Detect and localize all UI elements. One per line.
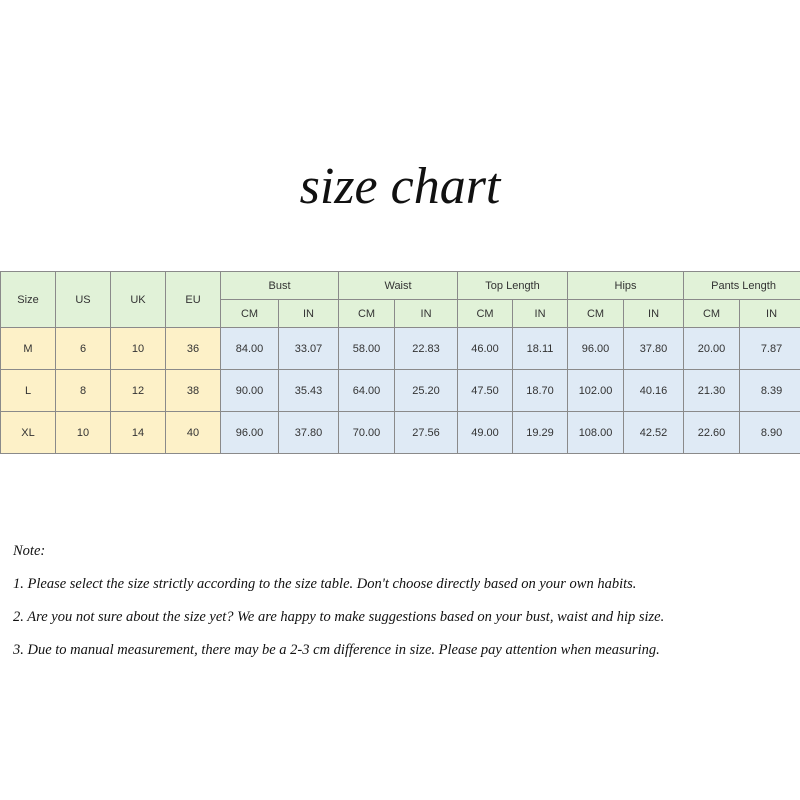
cell-bust-cm: 84.00: [221, 328, 279, 370]
cell-hips-cm: 102.00: [568, 370, 624, 412]
unit-in: IN: [279, 300, 339, 328]
cell-size: M: [1, 328, 56, 370]
page-title: size chart: [299, 158, 501, 215]
notes-section: [13, 540, 793, 672]
cell-waist-in: 22.83: [395, 328, 458, 370]
cell-pants-length-cm: 20.00: [684, 328, 740, 370]
cell-hips-in: 37.80: [624, 328, 684, 370]
size-table: [0, 271, 800, 454]
cell-bust-cm: 96.00: [221, 412, 279, 454]
note-item: 3. Due to manual measurement, there may be a 2-3 cm difference in size. Please pay attention when measuring.: [13, 642, 660, 658]
cell-pants-length-in: 7.87: [740, 328, 800, 370]
table-row: [1, 328, 800, 370]
cell-size: L: [1, 370, 56, 412]
cell-waist-in: 27.56: [395, 412, 458, 454]
cell-uk: 10: [111, 328, 166, 370]
table-row: [1, 412, 800, 454]
header-top-length: Top Length: [458, 272, 568, 300]
unit-in: IN: [740, 300, 800, 328]
cell-uk: 12: [111, 370, 166, 412]
cell-top-length-in: 18.70: [513, 370, 568, 412]
cell-hips-cm: 96.00: [568, 328, 624, 370]
cell-pants-length-cm: 22.60: [684, 412, 740, 454]
cell-top-length-in: 18.11: [513, 328, 568, 370]
cell-bust-in: 37.80: [279, 412, 339, 454]
header-us: US: [56, 272, 111, 328]
unit-in: IN: [624, 300, 684, 328]
cell-hips-in: 42.52: [624, 412, 684, 454]
cell-size: XL: [1, 412, 56, 454]
header-hips: Hips: [568, 272, 684, 300]
cell-waist-in: 25.20: [395, 370, 458, 412]
cell-pants-length-cm: 21.30: [684, 370, 740, 412]
header-eu: EU: [166, 272, 221, 328]
cell-uk: 14: [111, 412, 166, 454]
cell-hips-in: 40.16: [624, 370, 684, 412]
note-item: 2. Are you not sure about the size yet? We are happy to make suggestions based on your bust, waist and hip size.: [13, 609, 665, 625]
cell-pants-length-in: 8.90: [740, 412, 800, 454]
header-bust: Bust: [221, 272, 339, 300]
header-size: Size: [1, 272, 56, 328]
cell-eu: 38: [166, 370, 221, 412]
cell-bust-cm: 90.00: [221, 370, 279, 412]
cell-top-length-in: 19.29: [513, 412, 568, 454]
unit-in: IN: [395, 300, 458, 328]
cell-us: 6: [56, 328, 111, 370]
cell-waist-cm: 64.00: [339, 370, 395, 412]
cell-eu: 40: [166, 412, 221, 454]
header-waist: Waist: [339, 272, 458, 300]
unit-cm: CM: [568, 300, 624, 328]
notes-heading: Note:: [13, 543, 46, 559]
cell-us: 10: [56, 412, 111, 454]
unit-in: IN: [513, 300, 568, 328]
header-row-groups: [1, 272, 800, 300]
cell-eu: 36: [166, 328, 221, 370]
cell-hips-cm: 108.00: [568, 412, 624, 454]
note-item: 1. Please select the size strictly according to the size table. Don't choose directly based on your own habits.: [13, 576, 637, 592]
cell-waist-cm: 58.00: [339, 328, 395, 370]
cell-bust-in: 33.07: [279, 328, 339, 370]
unit-cm: CM: [339, 300, 395, 328]
header-uk: UK: [111, 272, 166, 328]
cell-top-length-cm: 47.50: [458, 370, 513, 412]
cell-waist-cm: 70.00: [339, 412, 395, 454]
header-pants-length: Pants Length: [684, 272, 800, 300]
cell-top-length-cm: 46.00: [458, 328, 513, 370]
cell-pants-length-in: 8.39: [740, 370, 800, 412]
cell-us: 8: [56, 370, 111, 412]
cell-bust-in: 35.43: [279, 370, 339, 412]
unit-cm: CM: [221, 300, 279, 328]
table-row: [1, 370, 800, 412]
unit-cm: CM: [458, 300, 513, 328]
cell-top-length-cm: 49.00: [458, 412, 513, 454]
unit-cm: CM: [684, 300, 740, 328]
